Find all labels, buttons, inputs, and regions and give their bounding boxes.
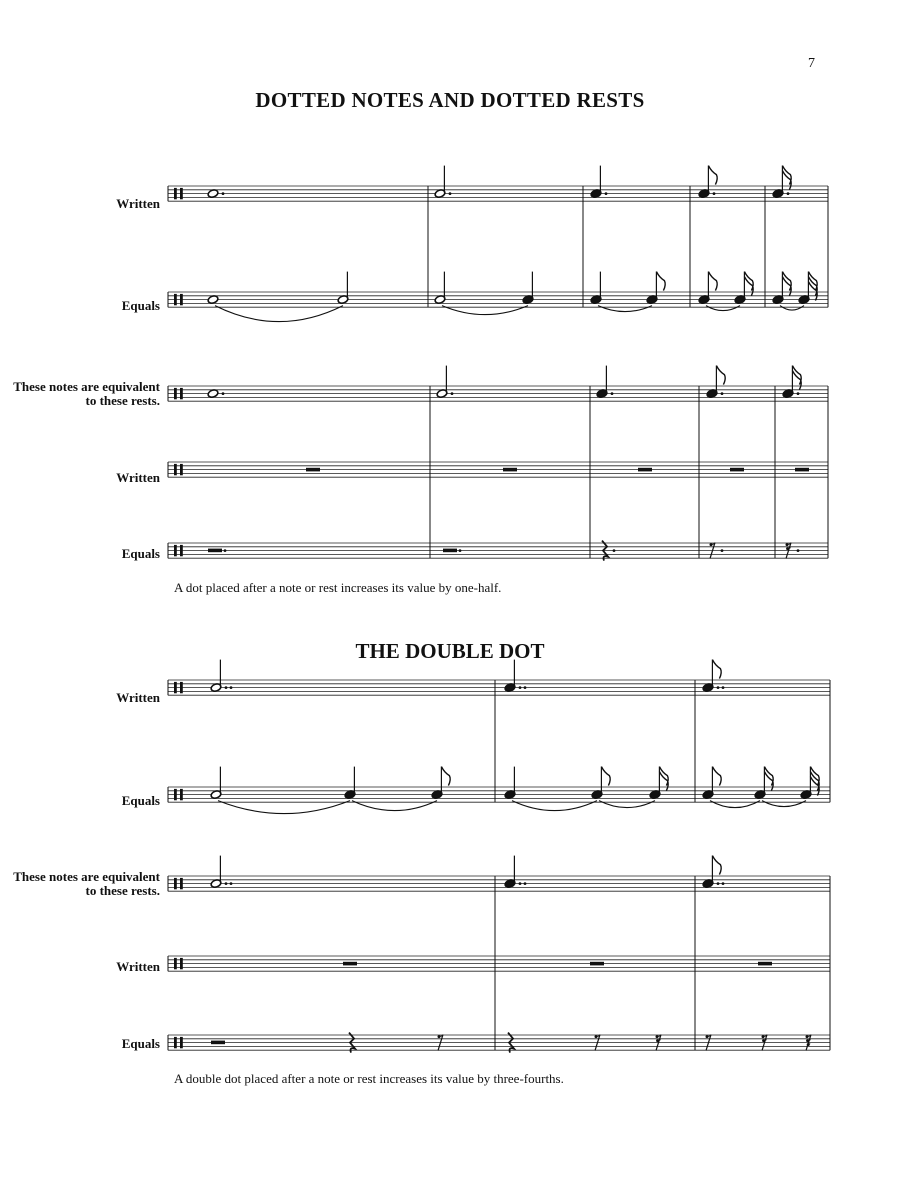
augmentation-dot	[519, 686, 522, 689]
tie	[599, 801, 655, 808]
note-flag	[712, 856, 721, 875]
note-flag	[782, 272, 791, 291]
note-flag	[744, 272, 753, 291]
tie	[780, 306, 804, 311]
page-title: DOTTED NOTES AND DOTTED RESTS	[255, 88, 645, 112]
staff-label-equals: Equals	[121, 298, 160, 313]
percussion-clef	[174, 1037, 177, 1048]
augmentation-dot	[451, 392, 454, 395]
staff-label-written: Written	[116, 196, 160, 211]
percussion-clef	[180, 188, 183, 199]
whole-rest	[590, 962, 604, 966]
augmentation-dot	[605, 192, 608, 195]
staff-label-written: Written	[116, 690, 160, 705]
percussion-clef	[174, 545, 177, 556]
note-flag	[792, 366, 801, 385]
augmentation-dot	[787, 192, 790, 195]
augmentation-dot	[222, 192, 225, 195]
staff-label-equivalent: These notes are equivalent to these rests.	[13, 379, 160, 408]
staff-label-written: Written	[116, 470, 160, 485]
whole-rest	[503, 468, 517, 472]
augmentation-dot	[722, 686, 725, 689]
half-rest	[443, 549, 457, 553]
half-rest	[211, 1041, 225, 1045]
tie	[706, 306, 740, 311]
augmentation-dot	[797, 392, 800, 395]
percussion-clef	[180, 682, 183, 693]
percussion-clef	[180, 958, 183, 969]
percussion-clef	[180, 545, 183, 556]
augmentation-dot	[225, 686, 228, 689]
tie	[762, 801, 806, 807]
staff-label-equivalent: These notes are equivalent to these rests.	[13, 869, 160, 898]
percussion-clef	[174, 294, 177, 305]
augmentation-dot	[524, 686, 527, 689]
augmentation-dot	[721, 392, 724, 395]
augmentation-dot	[713, 192, 716, 195]
staff-label-equals: Equals	[121, 793, 160, 808]
note-flag	[708, 272, 717, 291]
augmentation-dot	[449, 192, 452, 195]
tie	[215, 306, 343, 322]
augmentation-dot	[717, 882, 720, 885]
caption-dotted: A dot placed after a note or rest increases its value by one-half.	[174, 580, 502, 595]
note-flag	[716, 366, 725, 385]
augmentation-dot	[611, 392, 614, 395]
staff-label-equals: Equals	[121, 546, 160, 561]
note-flag	[656, 272, 665, 291]
whole-rest	[306, 468, 320, 472]
augmentation-dot	[722, 882, 725, 885]
whole-rest	[343, 962, 357, 966]
whole-rest	[730, 468, 744, 472]
staff-label-equals: Equals	[121, 1036, 160, 1051]
percussion-clef	[180, 388, 183, 399]
augmentation-dot	[459, 549, 462, 552]
percussion-clef	[174, 878, 177, 889]
whole-rest	[758, 962, 772, 966]
tie	[710, 801, 760, 808]
percussion-clef	[174, 682, 177, 693]
augmentation-dot	[721, 549, 724, 552]
augmentation-dot	[524, 882, 527, 885]
tie	[598, 306, 652, 312]
page-number: 7	[808, 56, 815, 71]
augmentation-dot	[225, 882, 228, 885]
percussion-clef	[174, 188, 177, 199]
augmentation-dot	[230, 882, 233, 885]
augmentation-dot	[519, 882, 522, 885]
note-flag	[708, 166, 717, 185]
percussion-clef	[174, 958, 177, 969]
whole-rest	[795, 468, 809, 472]
percussion-clef	[174, 464, 177, 475]
note-flag	[659, 767, 668, 786]
augmentation-dot	[224, 549, 227, 552]
augmentation-dot	[613, 549, 616, 552]
augmentation-dot	[797, 549, 800, 552]
staff-label-written: Written	[116, 959, 160, 974]
percussion-clef	[180, 294, 183, 305]
note-flag	[601, 767, 610, 786]
percussion-clef	[174, 388, 177, 399]
note-flag	[712, 660, 721, 679]
note-flag	[764, 767, 773, 786]
whole-rest	[638, 468, 652, 472]
half-rest	[208, 549, 222, 553]
section-title: THE DOUBLE DOT	[355, 639, 545, 663]
note-flag	[782, 166, 791, 185]
percussion-clef	[174, 789, 177, 800]
percussion-clef	[180, 878, 183, 889]
percussion-clef	[180, 1037, 183, 1048]
percussion-clef	[180, 464, 183, 475]
caption-double-dot: A double dot placed after a note or rest increases its value by three-fourths.	[174, 1071, 564, 1086]
note-flag	[441, 767, 450, 786]
augmentation-dot	[222, 392, 225, 395]
percussion-clef	[180, 789, 183, 800]
augmentation-dot	[230, 686, 233, 689]
augmentation-dot	[717, 686, 720, 689]
note-flag	[712, 767, 721, 786]
